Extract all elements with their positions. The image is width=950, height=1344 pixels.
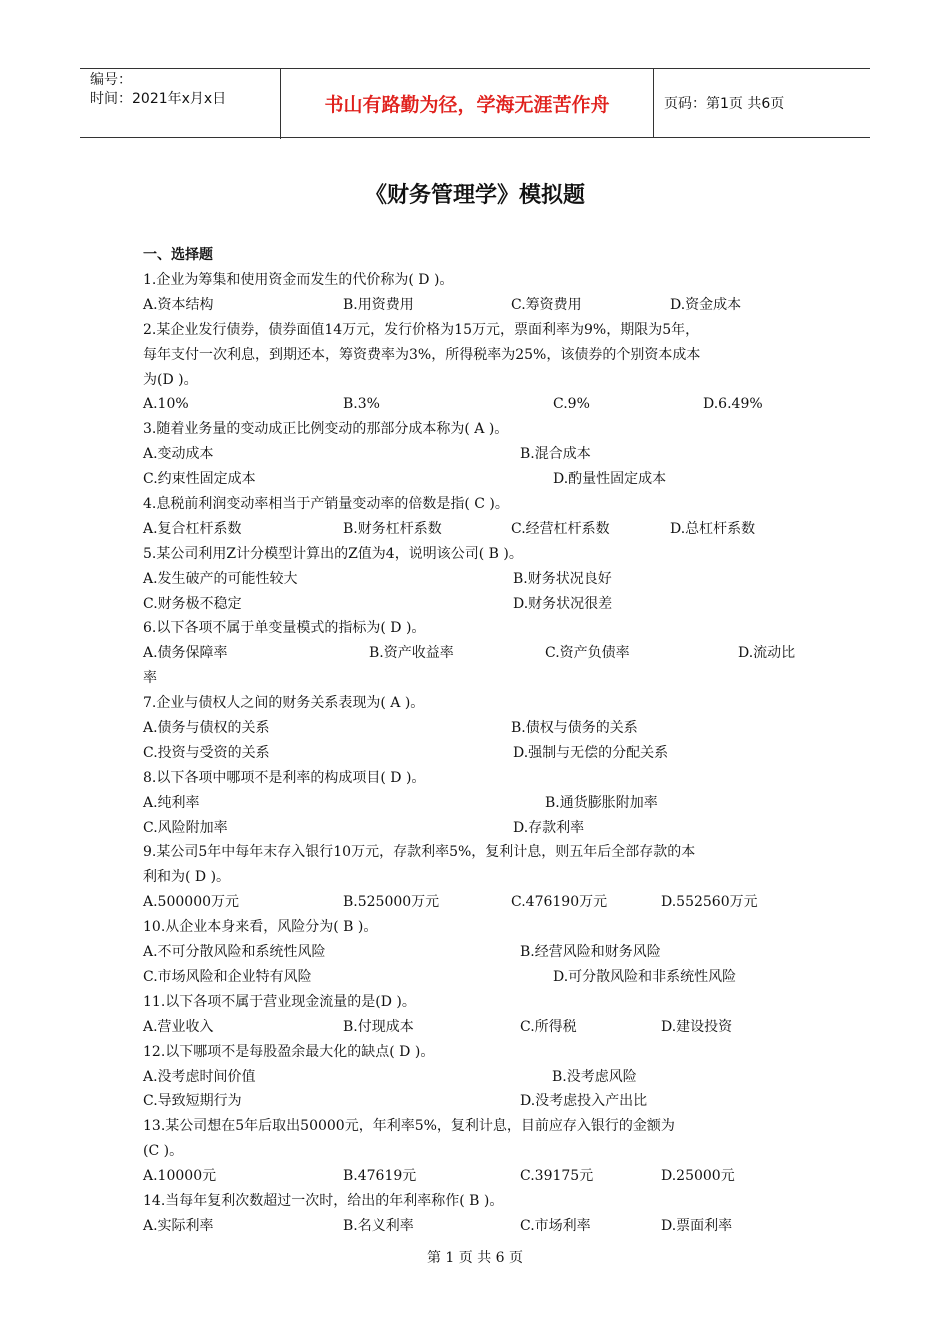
- option-b: B.525000万元: [343, 894, 440, 911]
- option-d: D.资金成本: [670, 296, 742, 313]
- option-b: B.混合成本: [520, 446, 591, 463]
- question-7: [143, 691, 823, 766]
- options-row: [143, 890, 823, 915]
- option-c: C.经营杠杆系数: [511, 520, 610, 537]
- options-row: [143, 965, 823, 990]
- option-c: C.投资与受资的关系: [143, 744, 270, 761]
- question-text: 14.当每年复利次数超过一次时，给出的年利率称作( B )。: [143, 1192, 504, 1209]
- option-d: D.总杠杆系数: [670, 520, 756, 537]
- page-footer: 第 1 页 共 6 页: [426, 1250, 524, 1266]
- option-a: A.10%: [143, 396, 189, 413]
- question-8: [143, 766, 823, 841]
- question-12: [143, 1040, 823, 1115]
- question-text: 4.息税前利润变动率相当于产销量变动率的倍数是指( C )。: [143, 496, 509, 513]
- option-c: C.所得税: [520, 1018, 577, 1035]
- question-text: 8.以下各项中哪项不是利率的构成项目( D )。: [143, 769, 426, 786]
- option-b: B.债权与债务的关系: [511, 720, 638, 737]
- option-c: C.9%: [553, 396, 590, 413]
- options-row: [143, 641, 823, 666]
- question-6: [143, 616, 823, 691]
- options-row: [143, 442, 823, 467]
- option-d: D.可分散风险和非系统性风险: [553, 968, 737, 985]
- options-row: [143, 1214, 823, 1239]
- question-text: 为(D )。: [143, 371, 198, 388]
- header-date: 时间：2021年x月x日: [90, 91, 227, 107]
- question-text: 3.随着业务量的变动成正比例变动的那部分成本称为( A )。: [143, 421, 509, 438]
- options-row: [143, 467, 823, 492]
- option-c: C.导致短期行为: [143, 1093, 242, 1110]
- option-b: B.没考虑风险: [552, 1068, 637, 1085]
- options-row: [143, 741, 823, 766]
- option-continuation: 率: [143, 670, 157, 687]
- question-text: 1.企业为筹集和使用资金而发生的代价称为( D )。: [143, 272, 454, 288]
- option-c: C.约束性固定成本: [143, 471, 256, 488]
- option-c: C.财务极不稳定: [143, 595, 242, 612]
- question-text: 11.以下各项不属于营业现金流量的是(D )。: [143, 993, 416, 1010]
- question-11: [143, 990, 823, 1040]
- option-a: A.不可分散风险和系统性风险: [143, 944, 326, 961]
- option-c: C.风险附加率: [143, 819, 228, 836]
- options-row: [143, 940, 823, 965]
- question-3: [143, 417, 823, 492]
- option-c: C.市场风险和企业特有风险: [143, 968, 312, 985]
- section-heading: 一、选择题: [143, 247, 213, 263]
- header-page-number: 页码：第1页 共6页: [664, 96, 785, 112]
- header-motto-cell: [281, 69, 654, 137]
- option-b: B.财务状况良好: [513, 570, 612, 587]
- question-text: (C )。: [143, 1143, 184, 1160]
- option-a: A.变动成本: [143, 446, 214, 463]
- options-row: [143, 592, 823, 617]
- option-a: A.发生破产的可能性较大: [143, 570, 298, 587]
- question-text: 12.以下哪项不是每股盈余最大化的缺点( D )。: [143, 1043, 435, 1060]
- question-14: [143, 1189, 823, 1239]
- question-1: [143, 268, 823, 318]
- question-4: [143, 492, 823, 542]
- question-text: 每年支付一次利息，到期还本，筹资费率为3%，所得税率为25%，该债券的个别资本成本: [143, 346, 701, 363]
- options-row: [143, 517, 823, 542]
- option-a: A.债务与债权的关系: [143, 720, 270, 737]
- option-b: B.经营风险和财务风险: [520, 944, 661, 961]
- options-row: [143, 791, 823, 816]
- option-d: D.强制与无偿的分配关系: [513, 744, 669, 761]
- page-header: [80, 68, 870, 138]
- options-row: [143, 1015, 823, 1040]
- option-a: A.营业收入: [143, 1018, 214, 1035]
- option-d: D.552560万元: [661, 894, 758, 911]
- option-d: D.25000元: [661, 1168, 735, 1185]
- options-row: [143, 1089, 823, 1114]
- option-d: D.酌量性固定成本: [553, 471, 667, 488]
- header-meta: [80, 69, 281, 139]
- question-text: 利和为( D )。: [143, 869, 231, 886]
- option-b: B.付现成本: [343, 1018, 414, 1035]
- option-c: C.市场利率: [520, 1217, 591, 1234]
- question-list: [143, 243, 823, 1239]
- option-a: A.10000元: [143, 1168, 217, 1185]
- options-row: [143, 1065, 823, 1090]
- option-d: D.流动比: [738, 645, 796, 662]
- question-9: [143, 840, 823, 915]
- option-a: A.500000万元: [143, 894, 240, 911]
- option-c: C.476190万元: [511, 894, 608, 911]
- option-a: A.纯利率: [143, 794, 200, 811]
- options-row: [143, 392, 823, 417]
- option-b: B.3%: [343, 396, 380, 413]
- option-b: B.用资费用: [343, 296, 414, 313]
- question-text: 10.从企业本身来看，风险分为( B )。: [143, 919, 378, 936]
- option-b: B.名义利率: [343, 1217, 414, 1234]
- option-d: D.财务状况很差: [513, 595, 613, 612]
- option-b: B.资产收益率: [369, 645, 454, 662]
- option-c: C.筹资费用: [511, 296, 582, 313]
- options-row: [143, 293, 823, 318]
- options-row: [143, 716, 823, 741]
- question-text: 13.某公司想在5年后取出50000元，年利率5%，复利计息，目前应存入银行的金额为: [143, 1118, 675, 1135]
- options-row: [143, 567, 823, 592]
- option-a: A.没考虑时间价值: [143, 1068, 256, 1085]
- option-d: D.建设投资: [661, 1018, 733, 1035]
- question-5: [143, 542, 823, 617]
- option-b: B.财务杠杆系数: [343, 520, 442, 537]
- options-row: [143, 1164, 823, 1189]
- option-d: D.6.49%: [703, 396, 763, 413]
- question-text: 2.某企业发行债券，债券面值14万元，发行价格为15万元，票面利率为9%，期限为5年，: [143, 321, 700, 338]
- question-10: [143, 915, 823, 990]
- options-row: [143, 816, 823, 841]
- option-c: C.资产负债率: [545, 645, 630, 662]
- option-b: B.47619元: [343, 1168, 417, 1185]
- option-a: A.债务保障率: [143, 645, 228, 662]
- header-number: 编号：: [90, 72, 132, 88]
- question-2: [143, 318, 823, 418]
- option-b: B.通货膨胀附加率: [545, 794, 658, 811]
- header-motto: 书山有路勤为径，学海无涯苦作舟: [324, 93, 610, 116]
- question-text: 9.某公司5年中每年末存入银行10万元，存款利率5%，复利计息，则五年后全部存款的本: [143, 844, 696, 861]
- question-text: 6.以下各项不属于单变量模式的指标为( D )。: [143, 620, 426, 637]
- option-d: D.存款利率: [513, 819, 585, 836]
- question-text: 7.企业与债权人之间的财务关系表现为( A )。: [143, 695, 425, 712]
- option-a: A.实际利率: [143, 1217, 214, 1234]
- option-c: C.39175元: [520, 1168, 594, 1185]
- question-text: 5.某公司利用Z计分模型计算出的Z值为4，说明该公司( B )。: [143, 545, 523, 562]
- option-a: A.资本结构: [143, 296, 214, 313]
- question-13: [143, 1114, 823, 1189]
- option-a: A.复合杠杆系数: [143, 520, 242, 537]
- document-title: 《财务管理学》模拟题: [364, 183, 585, 208]
- option-d: D.没考虑投入产出比: [520, 1093, 648, 1110]
- option-d: D.票面利率: [661, 1217, 733, 1234]
